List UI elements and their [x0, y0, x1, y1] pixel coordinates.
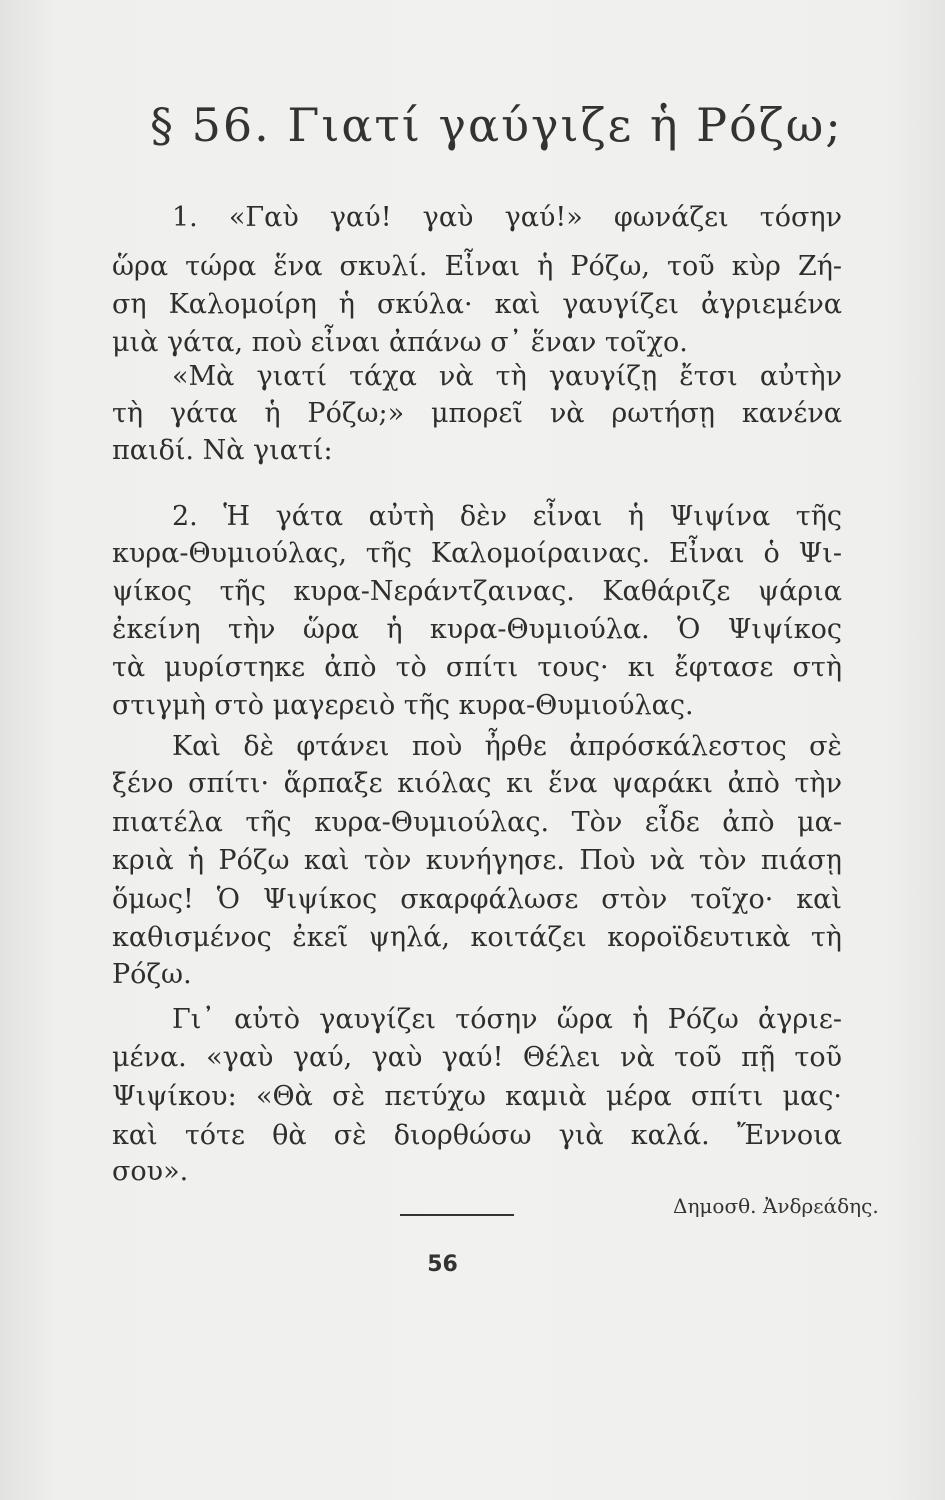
text-line: μένα. «γαὺ γαύ, γαὺ γαύ! Θέλει νὰ τοῦ πῇ τοῦ: [112, 1042, 842, 1073]
text-line: ψίκος τῆς κυρα-Νεράντζαινας. Καθάριζε ψάρια: [112, 576, 842, 607]
text-line: Ψιψίκου: «Θὰ σὲ πετύχω καμιὰ μέρα σπίτι μας·: [112, 1081, 842, 1112]
page-number: 56: [427, 1252, 458, 1277]
text-line: Καὶ δὲ φτάνει ποὺ ἦρθε ἀπρόσκάλεστος σὲ: [172, 731, 842, 762]
text-line: ση Καλομοίρη ἡ σκύλα· καὶ γαυγίζει ἀγριεμένα: [112, 289, 842, 320]
text-line: 1. «Γαὺ γαύ! γαὺ γαύ!» φωνάζει τόσην: [172, 202, 842, 233]
text-line: τὴ γάτα ἡ Ρόζω;» μπορεῖ νὰ ρωτήσῃ κανένα: [112, 398, 842, 429]
text-line: πιατέλα τῆς κυρα-Θυμιούλας. Τὸν εἶδε ἀπὸ μα-: [112, 807, 842, 838]
text-line: τὰ μυρίστηκε ἀπὸ τὸ σπίτι τους· κι ἔφτασε στὴ: [112, 652, 842, 683]
text-line: ὅμως! Ὁ Ψιψίκος σκαρφάλωσε στὸν τοῖχο· καὶ: [112, 884, 842, 915]
text-line: μιὰ γάτα, ποὺ εἶναι ἀπάνω σ᾽ ἕναν τοῖχο.: [112, 327, 688, 358]
text-line: καθισμένος ἐκεῖ ψηλά, κοιτάζει κοροϊδευτικὰ τὴ: [112, 922, 842, 953]
text-line: Γι᾽ αὐτὸ γαυγίζει τόσην ὥρα ἡ Ρόζω ἀγριε-: [172, 1004, 842, 1035]
text-line: «Μὰ γιατί τάχα νὰ τὴ γαυγίζῃ ἔτσι αὐτὴν: [172, 361, 842, 392]
text-line: καὶ τότε θὰ σὲ διορθώσω γιὰ καλά. Ἔννοια: [112, 1120, 842, 1151]
author-signature: Δημοσθ. Ἀνδρεάδης.: [673, 1194, 879, 1218]
text-line: Ρόζω.: [112, 959, 192, 990]
text-line: 2. Ἡ γάτα αὐτὴ δὲν εἶναι ἡ Ψιψίνα τῆς: [172, 501, 842, 532]
text-line: ὥρα τώρα ἕνα σκυλί. Εἶναι ἡ Ρόζω, τοῦ κὺρ Ζή-: [112, 251, 842, 282]
chapter-title: § 56. Γιατί γαύγιζε ἡ Ρόζω;: [150, 98, 843, 152]
text-line: σου».: [112, 1156, 189, 1187]
text-line: στιγμὴ στὸ μαγερειὸ τῆς κυρα-Θυμιούλας.: [112, 690, 694, 721]
divider-line: [400, 1214, 514, 1216]
text-line: κριὰ ἡ Ρόζω καὶ τὸν κυνήγησε. Ποὺ νὰ τὸν πιάσῃ: [112, 845, 842, 876]
text-line: ἐκείνη τὴν ὥρα ἡ κυρα-Θυμιούλα. Ὁ Ψιψίκος: [112, 614, 842, 645]
text-line: κυρα-Θυμιούλας, τῆς Καλομοίραινας. Εἶναι ὁ Ψι-: [112, 538, 842, 569]
text-line: ξένο σπίτι· ἅρπαξε κιόλας κι ἕνα ψαράκι ἀπὸ τὴν: [112, 768, 842, 799]
text-line: παιδί. Νὰ γιατί:: [112, 435, 333, 466]
